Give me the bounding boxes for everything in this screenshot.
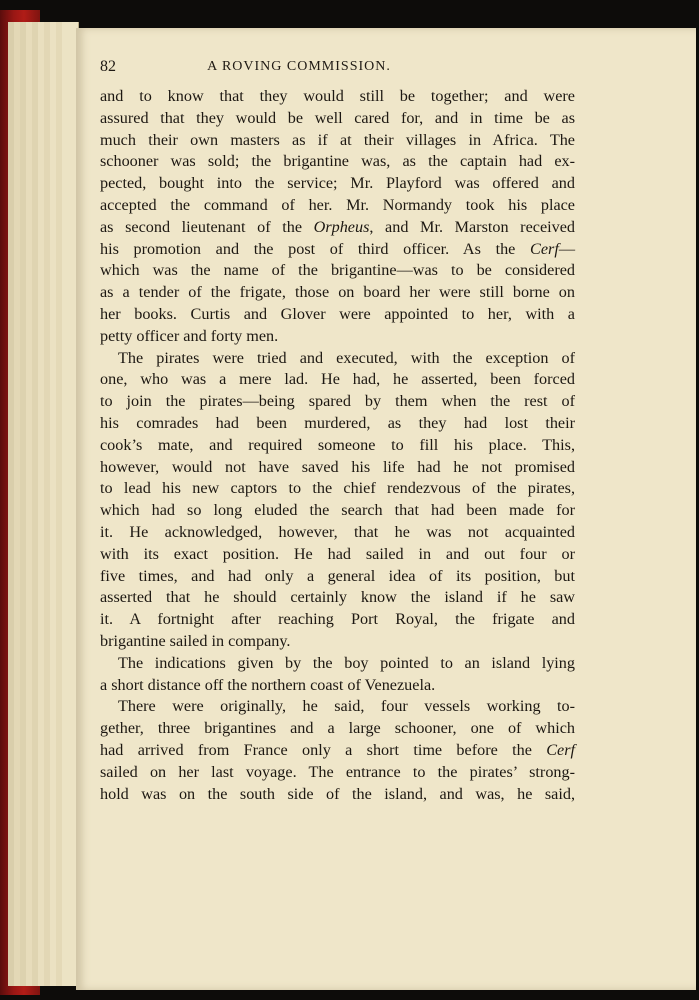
text-line: There were originally, he said, four vessels working to- xyxy=(118,697,575,716)
text-line: hold was on the south side of the island, and was, he said, xyxy=(100,784,575,803)
text-line: to join the pirates—being spared by them when the rest of xyxy=(100,392,575,411)
running-title: A ROVING COMMISSION. xyxy=(207,59,391,74)
text-line: and to know that they would still be together; and were xyxy=(100,87,575,105)
text-line: her books. Curtis and Glover were appointed to her, with a xyxy=(100,304,575,323)
text-line: accepted the command of her. Mr. Normandy took his place xyxy=(100,195,575,214)
body-text xyxy=(100,86,575,805)
text-line: much their own masters as if at their villages in Africa. The xyxy=(100,130,575,149)
text-line: his promotion and the post of third officer. As the Cerf— xyxy=(100,239,575,258)
text-line: which was the name of the brigantine—was to be considered xyxy=(100,261,575,280)
text-line: had arrived from France only a short time before the Cerf xyxy=(100,740,575,759)
text-line: one, who was a mere lad. He had, he asserted, been forced xyxy=(100,370,575,389)
page-number: 82 xyxy=(100,58,116,75)
text-line: it. He acknowledged, however, that he was not acquainted xyxy=(100,522,575,541)
text-line: pected, bought into the service; Mr. Playford was offered and xyxy=(100,174,575,193)
text-line: a short distance off the northern coast of Venezuela. xyxy=(100,675,436,694)
text-line: it. A fortnight after reaching Port Royal, the frigate and xyxy=(100,610,575,629)
text-line: brigantine sailed in company. xyxy=(100,631,291,650)
text-line: to lead his new captors to the chief rendezvous of the pirates, xyxy=(100,479,575,498)
text-line: cook’s mate, and required someone to fill his place. This, xyxy=(100,435,575,454)
text-line: The pirates were tried and executed, with the exception of xyxy=(118,348,575,367)
text-line: as second lieutenant of the Orpheus, and Mr. Marston received xyxy=(100,217,575,236)
text-line: gether, three brigantines and a large schooner, one of which xyxy=(100,719,575,738)
running-header xyxy=(100,58,498,80)
text-line: asserted that he should certainly know the island if he saw xyxy=(100,588,575,607)
text-line: The indications given by the boy pointed to an island lying xyxy=(118,653,575,672)
text-line: with its exact position. He had sailed in and out four or xyxy=(100,544,575,563)
text-line: however, would not have saved his life had he not promised xyxy=(100,457,575,476)
text-line: schooner was sold; the brigantine was, as the captain had ex- xyxy=(100,152,575,171)
text-line: which had so long eluded the search that had been made for xyxy=(100,501,575,520)
text-line: his comrades had been murdered, as they had lost their xyxy=(100,413,575,432)
text-line: assured that they would be well cared for, and in time be as xyxy=(100,108,575,127)
text-line: five times, and had only a general idea of its position, but xyxy=(100,566,575,585)
text-line: as a tender of the frigate, those on board her were still borne on xyxy=(100,283,575,302)
text-line: petty officer and forty men. xyxy=(100,326,279,345)
text-line: sailed on her last voyage. The entrance to the pirates’ strong- xyxy=(100,762,575,781)
